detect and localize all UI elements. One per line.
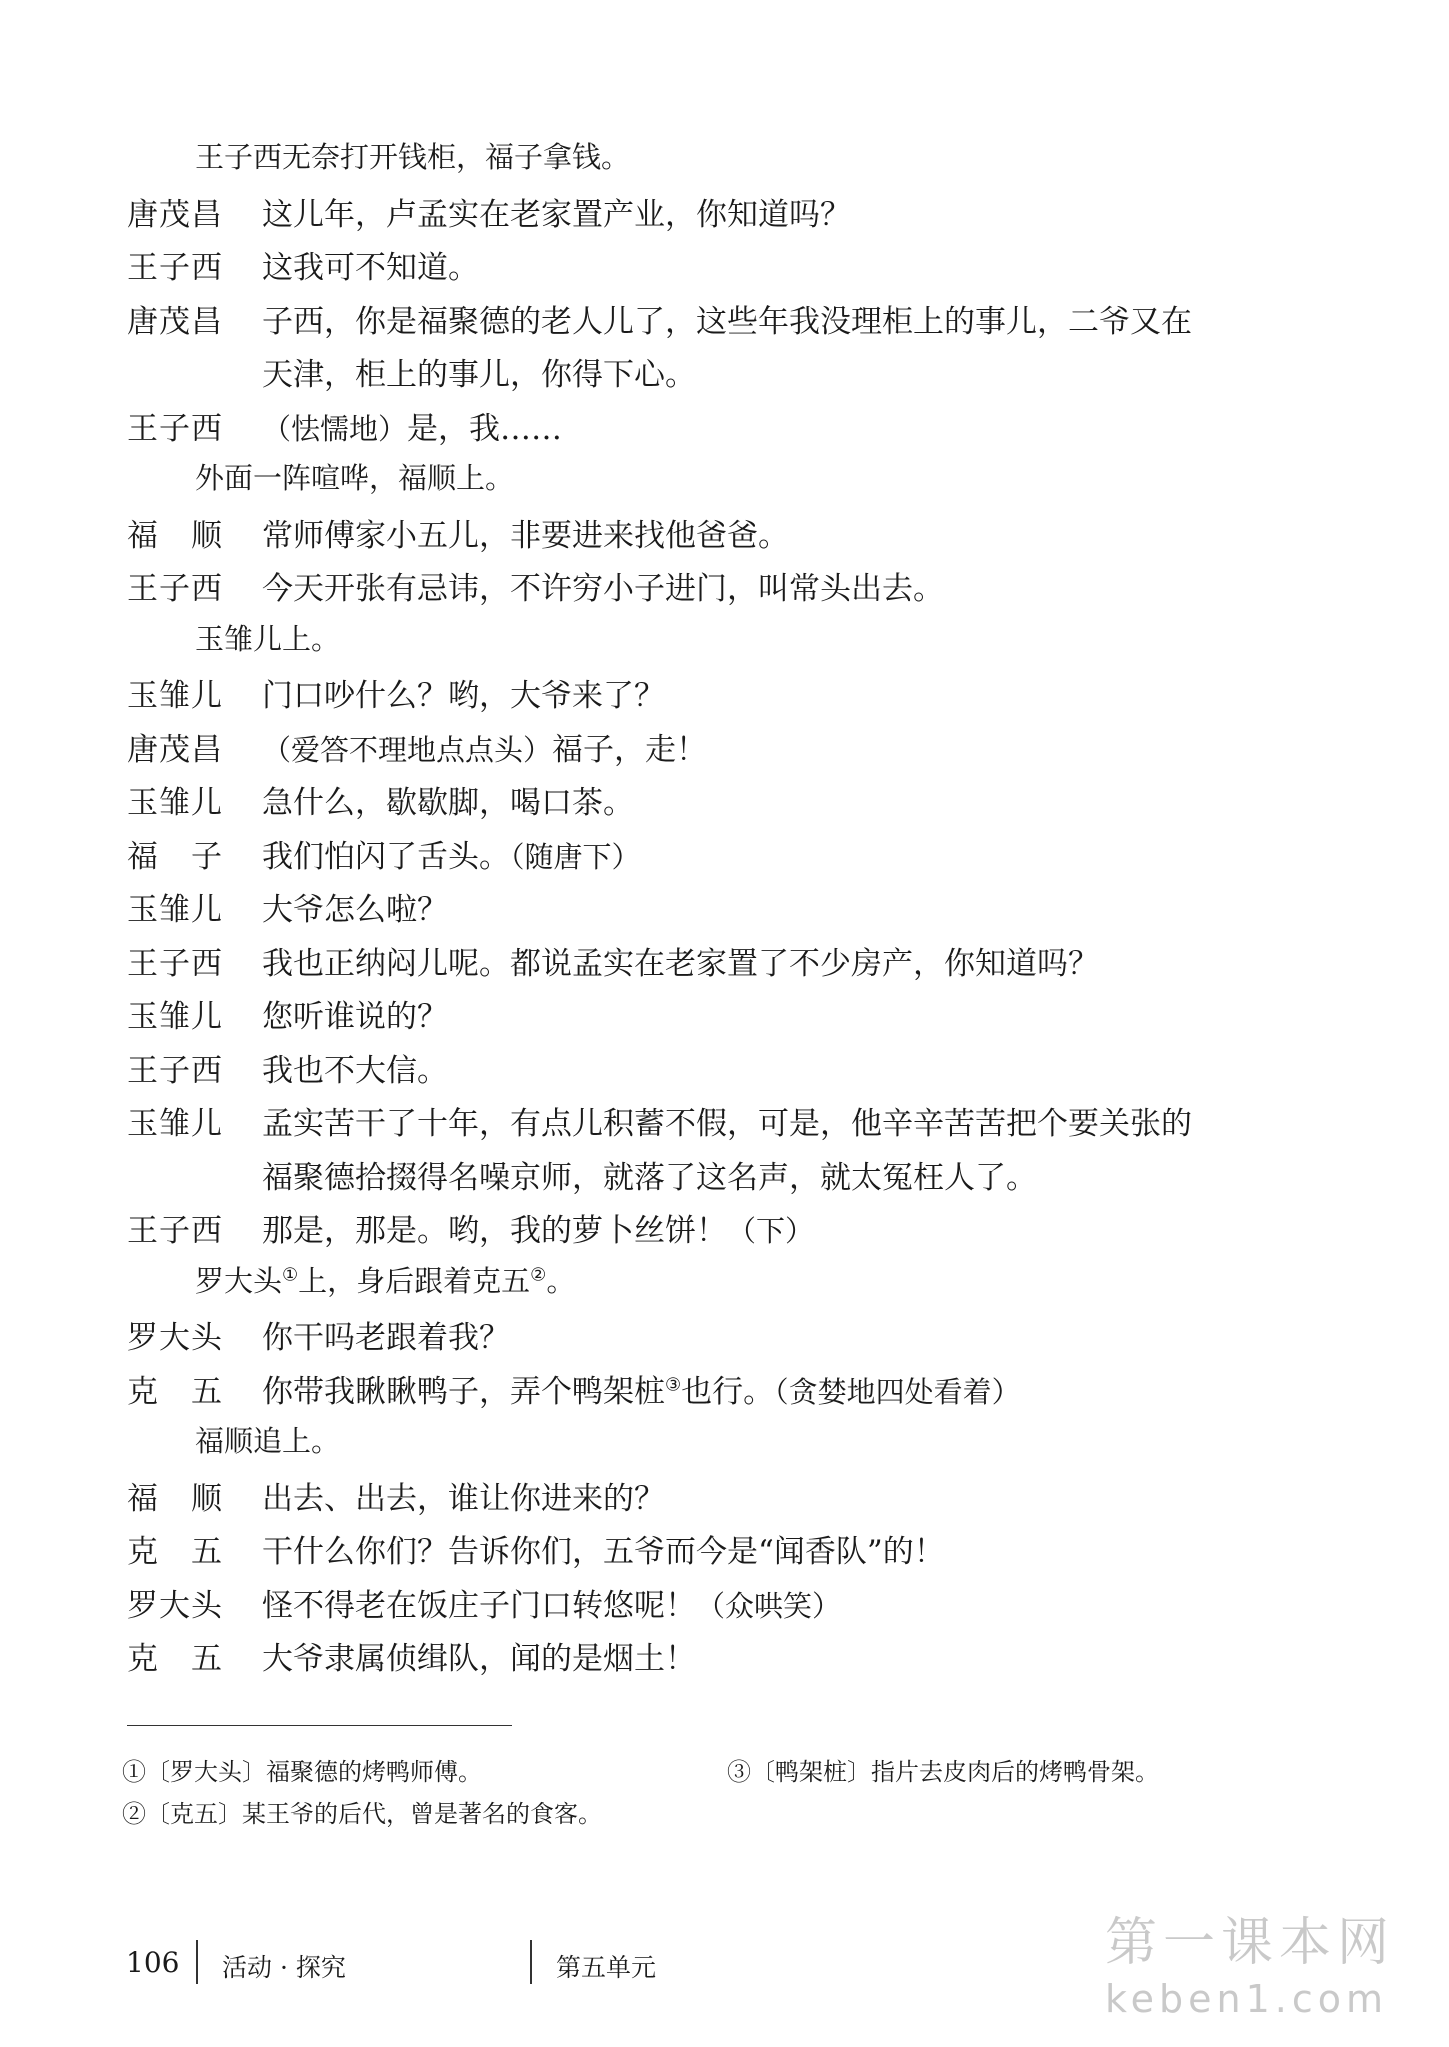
dialogue-line xyxy=(127,1633,1307,1687)
stage-text-part: 。 xyxy=(546,1263,576,1298)
dialogue-line xyxy=(127,670,1307,724)
dialogue-line xyxy=(127,1045,1307,1099)
dialogue-line xyxy=(127,242,1307,296)
dialogue-text xyxy=(262,1473,665,1518)
dialogue-text xyxy=(262,938,1099,983)
footer-separator xyxy=(196,1940,198,1984)
stage-text-part: 上，身后跟着克五 xyxy=(298,1263,531,1298)
stage-direction xyxy=(127,135,1307,189)
footnote-1: ①〔罗大头〕福聚德的烤鸭师傅。 xyxy=(122,1758,482,1786)
dialogue-text-part: 今天开张有忌讳，不许穷小子进门，叫常头出去。 xyxy=(262,571,944,607)
dialogue-text xyxy=(262,1312,510,1357)
footnote-marker: ③ xyxy=(665,1374,682,1396)
dialogue-text-part: 怪不得老在饭庄子门口转悠呢！ xyxy=(262,1587,696,1624)
speaker-name: 福 顺 xyxy=(127,1480,223,1517)
dialogue-text: 福聚德拾掇得名噪京师，就落了这名声，就太冤枉人了。 xyxy=(262,1159,1037,1196)
speaker-name: 王子西 xyxy=(127,1213,223,1249)
dialogue-line xyxy=(127,403,1307,457)
dialogue-text-part: 你带我瞅瞅鸭子，弄个鸭架桩 xyxy=(262,1373,665,1410)
dialogue-line xyxy=(127,510,1307,564)
speaker-name: 唐茂昌 xyxy=(127,196,223,233)
stage-direction-text: 王子西无奈打开钱柜，福子拿钱。 xyxy=(195,140,631,174)
dialogue-text xyxy=(262,189,851,234)
dialogue-text-part: 您听谁说的？ xyxy=(262,999,448,1035)
dialogue-line xyxy=(127,1366,1307,1420)
stage-direction xyxy=(127,456,1307,510)
dialogue-text-part: 你干吗老跟着我？ xyxy=(262,1320,510,1356)
speaker-name: 王子西 xyxy=(127,250,223,286)
dialogue-text-part: 门口吵什么？哟，大爷来了？ xyxy=(262,678,665,714)
dialogue-line xyxy=(127,1580,1307,1634)
footnote-3: ③〔鸭架桩〕指片去皮肉后的烤鸭骨架。 xyxy=(727,1758,1159,1786)
dialogue-line xyxy=(127,1473,1307,1527)
footnote-marker: ② xyxy=(530,1263,547,1285)
section-title: 活动 · 探究 xyxy=(222,1953,346,1982)
stage-direction-text: 玉雏儿上。 xyxy=(195,621,341,656)
dialogue-text xyxy=(262,724,707,769)
speaker-name: 福 子 xyxy=(127,838,223,875)
footnote-divider xyxy=(127,1725,512,1726)
dialogue-line xyxy=(127,991,1307,1045)
speaker-name: 唐茂昌 xyxy=(127,731,223,768)
speaker-name: 克 五 xyxy=(127,1373,223,1410)
speaker-name: 福 顺 xyxy=(127,517,223,554)
dialogue-line xyxy=(127,189,1307,243)
speaker-name: 克 五 xyxy=(127,1534,223,1570)
dialogue-text-part: 是，我…… xyxy=(407,410,563,447)
dialogue-text xyxy=(262,1633,696,1678)
stage-direction-inline: （随唐下） xyxy=(510,839,641,874)
watermark-url: keben1.com xyxy=(1105,1977,1389,2021)
dialogue-text xyxy=(262,777,634,822)
speaker-name: 克 五 xyxy=(127,1641,223,1677)
dialogue-line xyxy=(127,1098,1307,1152)
stage-direction-inline: （贪婪地四处看着） xyxy=(774,1374,1021,1409)
stage-direction xyxy=(127,1419,1307,1473)
dialogue-text-part: 子西，你是福聚德的老人儿了，这些年我没理柜上的事儿，二爷又在 xyxy=(262,303,1192,340)
dialogue-text-part: 我们怕闪了舌头。 xyxy=(262,838,510,875)
dialogue-text-part: 大爷隶属侦缉队，闻的是烟土！ xyxy=(262,1641,696,1677)
dialogue-line xyxy=(127,777,1307,831)
dialogue-text-part: 干什么你们？告诉你们，五爷而今是“闻香队”的！ xyxy=(262,1534,945,1570)
stage-direction-inline: （下） xyxy=(727,1214,815,1248)
dialogue-line xyxy=(127,724,1307,778)
dialogue-text-part: 我也正纳闷儿呢。都说孟实在老家置了不少房产，你知道吗？ xyxy=(262,945,1099,982)
speaker-name: 王子西 xyxy=(127,945,223,982)
dialogue-text-part: 我也不大信。 xyxy=(262,1052,448,1089)
stage-direction-inline: （怯懦地） xyxy=(262,411,408,446)
stage-direction xyxy=(127,617,1307,671)
dialogue-text xyxy=(262,1366,1021,1411)
speaker-name: 玉雏儿 xyxy=(127,999,223,1035)
dialogue-line xyxy=(127,296,1307,350)
speaker-name: 玉雏儿 xyxy=(127,678,223,714)
dialogue-text xyxy=(262,296,1192,341)
dialogue-text xyxy=(262,403,562,448)
dialogue-line xyxy=(127,884,1307,938)
dialogue-text-part: 急什么，歇歇脚，喝口茶。 xyxy=(262,785,634,821)
speaker-name: 王子西 xyxy=(127,1052,223,1089)
speaker-name: 玉雏儿 xyxy=(127,1106,223,1142)
script-body xyxy=(127,135,1307,1687)
speaker-name: 罗大头 xyxy=(127,1587,223,1624)
dialogue-line xyxy=(127,938,1307,992)
dialogue-line xyxy=(127,1312,1307,1366)
dialogue-text xyxy=(262,991,448,1036)
dialogue-text xyxy=(262,242,479,287)
dialogue-continuation xyxy=(127,1152,1307,1206)
dialogue-text-part: 这儿年，卢孟实在老家置产业，你知道吗？ xyxy=(262,196,851,233)
dialogue-text xyxy=(262,510,789,555)
page-number: 106 xyxy=(126,1946,180,1979)
dialogue-text xyxy=(262,670,665,715)
dialogue-text-part: 出去、出去，谁让你进来的？ xyxy=(262,1480,665,1517)
dialogue-line xyxy=(127,1526,1307,1580)
stage-direction xyxy=(127,1259,1307,1313)
speaker-name: 玉雏儿 xyxy=(127,892,223,928)
dialogue-text xyxy=(262,1205,814,1250)
dialogue-text-part: 这我可不知道。 xyxy=(262,250,479,286)
dialogue-text-part: 也行。 xyxy=(681,1373,775,1410)
dialogue-text-part: 大爷怎么啦？ xyxy=(262,892,448,928)
speaker-name: 王子西 xyxy=(127,571,223,607)
footnote-marker: ① xyxy=(282,1263,299,1285)
dialogue-line xyxy=(127,1205,1307,1259)
unit-title: 第五单元 xyxy=(556,1953,657,1982)
watermark xyxy=(1105,1900,1395,2021)
dialogue-text xyxy=(262,1526,945,1571)
dialogue-text xyxy=(262,1098,1192,1143)
dialogue-text xyxy=(262,884,448,929)
dialogue-text xyxy=(262,563,944,608)
stage-text-part: 罗大头 xyxy=(195,1263,283,1298)
dialogue-line xyxy=(127,563,1307,617)
dialogue-text-part: 福子，走！ xyxy=(552,731,708,768)
dialogue-text-part: 常师傅家小五儿，非要进来找他爸爸。 xyxy=(262,517,789,554)
speaker-name: 王子西 xyxy=(127,410,223,447)
dialogue-text: 天津，柜上的事儿，你得下心。 xyxy=(262,357,696,393)
dialogue-continuation xyxy=(127,349,1307,403)
dialogue-text xyxy=(262,831,641,876)
dialogue-text xyxy=(262,1580,841,1625)
stage-direction-inline: （爱答不理地点点头） xyxy=(262,732,553,767)
speaker-name: 罗大头 xyxy=(127,1320,223,1356)
speaker-name: 唐茂昌 xyxy=(127,303,223,340)
stage-direction-inline: （众哄笑） xyxy=(696,1588,842,1623)
watermark-text: 第一课本网 xyxy=(1105,1913,1396,1973)
dialogue-line xyxy=(127,831,1307,885)
stage-direction-text: 外面一阵喧哗，福顺上。 xyxy=(195,461,515,495)
footer-separator xyxy=(530,1940,532,1984)
stage-direction-text: 福顺追上。 xyxy=(195,1424,341,1458)
stage-direction-text xyxy=(195,1259,575,1300)
footnote-2: ②〔克五〕某王爷的后代，曾是著名的食客。 xyxy=(122,1800,602,1828)
dialogue-text-part: 那是，那是。哟，我的萝卜丝饼！ xyxy=(262,1213,727,1249)
dialogue-text-part: 孟实苦干了十年，有点儿积蓄不假，可是，他辛辛苦苦把个要关张的 xyxy=(262,1106,1192,1142)
speaker-name: 玉雏儿 xyxy=(127,785,223,821)
dialogue-text xyxy=(262,1045,448,1090)
